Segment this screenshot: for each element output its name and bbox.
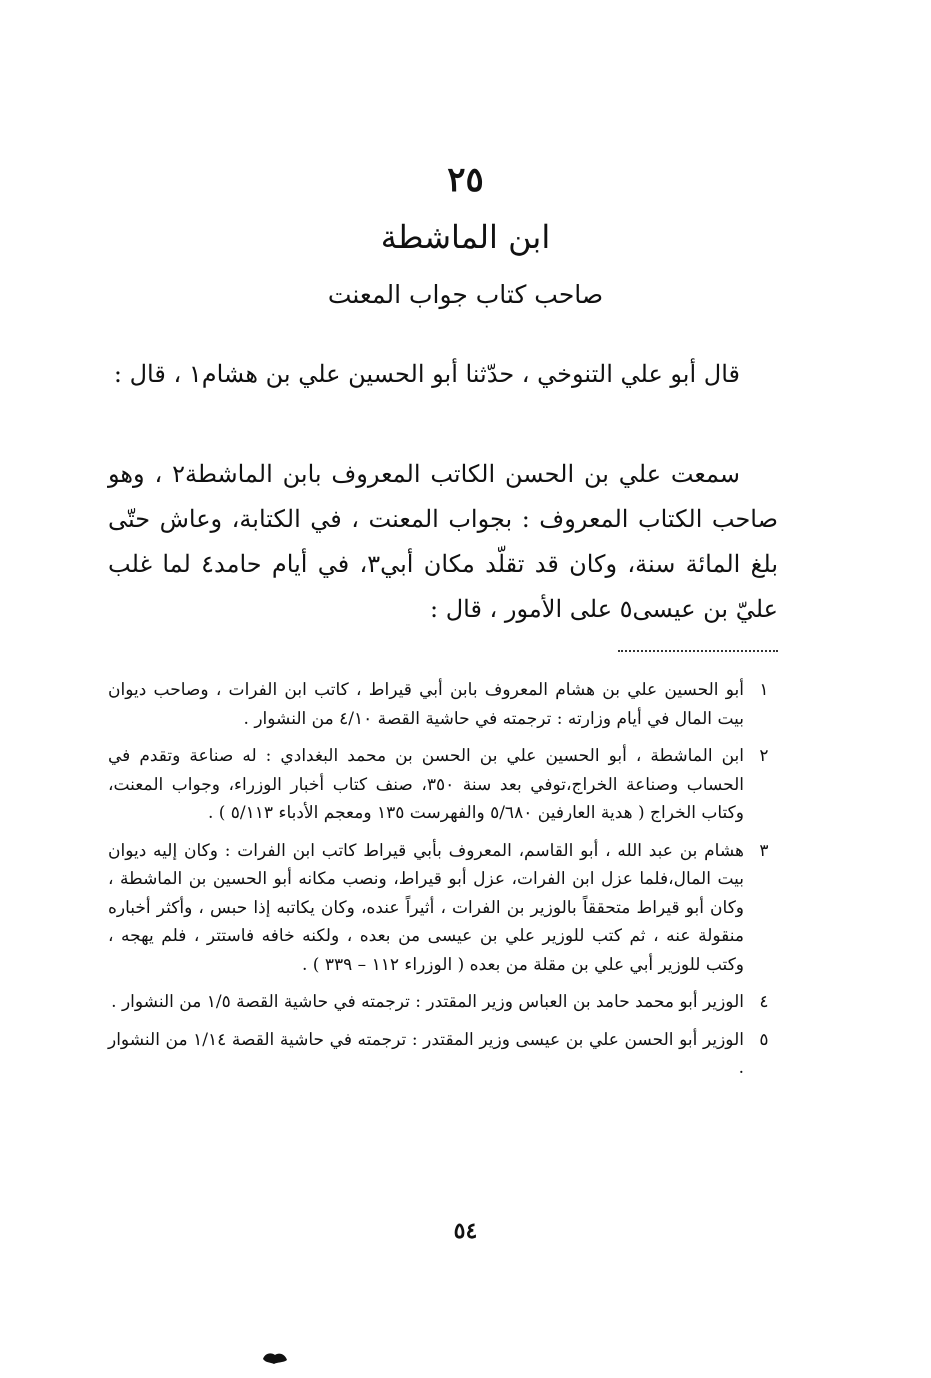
story-number: ٢٥: [447, 160, 484, 200]
footnote-text: الوزير أبو محمد حامد بن العباس وزير المقتدر : ترجمته في حاشية القصة ١/٥ من النشوار .: [111, 992, 744, 1012]
footnote-text: أبو الحسين علي بن هشام المعروف بابن أبي قيراط ، كاتب ابن الفرات ، وصاحب ديوان بيت المال في أيام وزارته : ترجمته في حاشية القصة ٤/١٠ من النشوار .: [108, 680, 744, 729]
footnote-number: ٥: [759, 1029, 769, 1050]
body-paragraph-2: [108, 452, 778, 632]
footnote-number: ٤: [759, 992, 769, 1012]
footnote-number: ١: [759, 680, 769, 700]
footnote-text: هشام بن عبد الله ، أبو القاسم، المعروف بأبي قيراط كاتب ابن الفرات : وكان إليه ديوان بيت المال،فلما عزل ابن الفرات، عزل أبو قيراط، ونصب مكانه أبو الحسين بن الماشطة ، وكان أبو قيراط متحققاً بالوزير بن الفرات ، أثيراً عنده، وكان يكاتبه إذا حبس ، وأكثر أخباره منقولة عنه ، ثم كتب للوزير علي بن عيسى من بعده ، ولكنه خافه فاستتر ، فلم يهجه ، وكتب للوزير أبي علي بن مقلة من بعده ( الوزراء ١١٢ – ٣٣٩ ) .: [108, 840, 744, 975]
footnotes-section: [108, 676, 774, 1092]
footnote-number: ٣: [759, 840, 769, 861]
footnote-divider: [618, 650, 778, 652]
footnote-number: ٢: [759, 746, 769, 766]
page-number: ٥٤: [453, 1218, 478, 1244]
footnote-text: ابن الماشطة ، أبو الحسين علي بن الحسن بن محمد البغدادي : له صناعة وتقدم في الحساب وصناعة الخراج،توفي بعد سنة ٣٥٠، صنف كتاب أخبار الوزراء، وجواب المعنت، وكتاب الخراج ( هدية العارفين ٥/٦٨٠ والفهرست ١٣٥ ومعجم الأدباء ٥/١١٣ ) .: [108, 746, 744, 823]
footnote-3: [108, 837, 774, 980]
footnote-1: [108, 676, 774, 733]
footnote-4: [108, 988, 774, 1017]
paragraph-text: سمعت علي بن الحسن الكاتب المعروف بابن الماشطة٢ ، وهو صاحب الكتاب المعروف : بجواب المعنت ، في الكتابة، وعاش حتّى بلغ المائة سنة، وكان قد تقلّد مكان أبي٣، في أيام حامد٤ لما غلب عليّ بن عيسى٥ على الأمور ، قال :: [108, 460, 778, 623]
footnote-2: [108, 742, 774, 828]
footnote-text: الوزير أبو الحسن علي بن عيسى وزير المقتدر : ترجمته في حاشية القصة ١/١٤ من النشوار .: [108, 1029, 744, 1078]
footnote-5: [108, 1026, 774, 1083]
paragraph-text: قال أبو علي التنوخي ، حدّثنا أبو الحسين علي بن هشام١ ، قال :: [113, 360, 740, 388]
ink-blot-mark: [261, 1350, 289, 1366]
story-subtitle: صاحب كتاب جواب المعنت: [327, 280, 604, 309]
body-paragraph-1: [108, 352, 778, 397]
story-title: ابن الماشطة: [380, 218, 551, 256]
